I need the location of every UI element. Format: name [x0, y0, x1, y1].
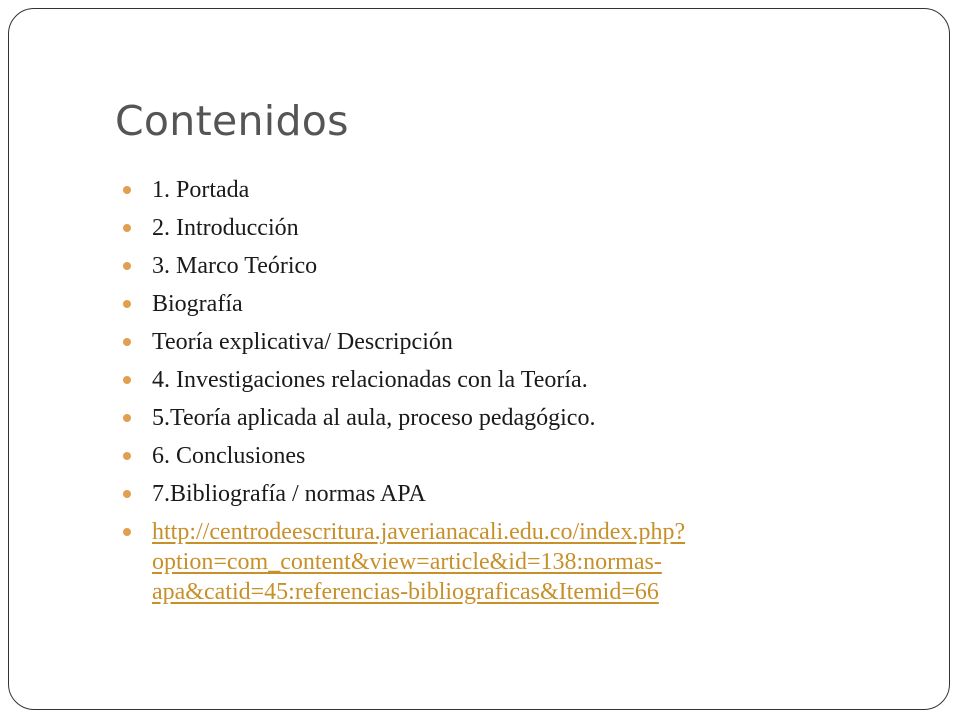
- list-item: [121, 403, 841, 433]
- slide-frame: [8, 8, 950, 710]
- list-item-link: [121, 517, 841, 607]
- link-line: http://centrodeescritura.javerianacali.edu.co/index.php?: [152, 519, 686, 545]
- list-item: [121, 213, 841, 243]
- bullet-icon: [123, 186, 131, 194]
- list-item-label: 3. Marco Teórico: [152, 253, 318, 279]
- page-title: Contenidos: [115, 97, 349, 145]
- list-item: [121, 251, 841, 281]
- list-item: [121, 327, 841, 357]
- bullet-icon: [123, 490, 131, 498]
- bullet-icon: [123, 414, 131, 422]
- apa-reference-link[interactable]: [152, 517, 841, 607]
- bullet-icon: [123, 338, 131, 346]
- list-item: [121, 441, 841, 471]
- list-item-label: 2. Introducción: [152, 215, 299, 241]
- link-line: apa&catid=45:referencias-bibliograficas&Itemid=66: [152, 579, 659, 605]
- list-item-label: 4. Investigaciones relacionadas con la Teoría.: [152, 367, 588, 393]
- bullet-icon: [123, 224, 131, 232]
- list-item-label: 5.Teoría aplicada al aula, proceso pedagógico.: [152, 405, 596, 431]
- link-line: option=com_content&view=article&id=138:normas-: [152, 549, 662, 575]
- list-item-label: Biografía: [152, 291, 243, 317]
- list-item-label: 1. Portada: [152, 177, 250, 203]
- list-item: [121, 479, 841, 509]
- list-item: [121, 365, 841, 395]
- bullet-icon: [123, 528, 131, 536]
- list-item-label: 7.Bibliografía / normas APA: [152, 481, 426, 507]
- bullet-icon: [123, 376, 131, 384]
- list-item-label: 6. Conclusiones: [152, 443, 306, 469]
- bullet-icon: [123, 452, 131, 460]
- contents-list: [121, 175, 841, 615]
- list-item-label: Teoría explicativa/ Descripción: [152, 329, 453, 355]
- list-item: [121, 175, 841, 205]
- bullet-icon: [123, 262, 131, 270]
- bullet-icon: [123, 300, 131, 308]
- list-item: [121, 289, 841, 319]
